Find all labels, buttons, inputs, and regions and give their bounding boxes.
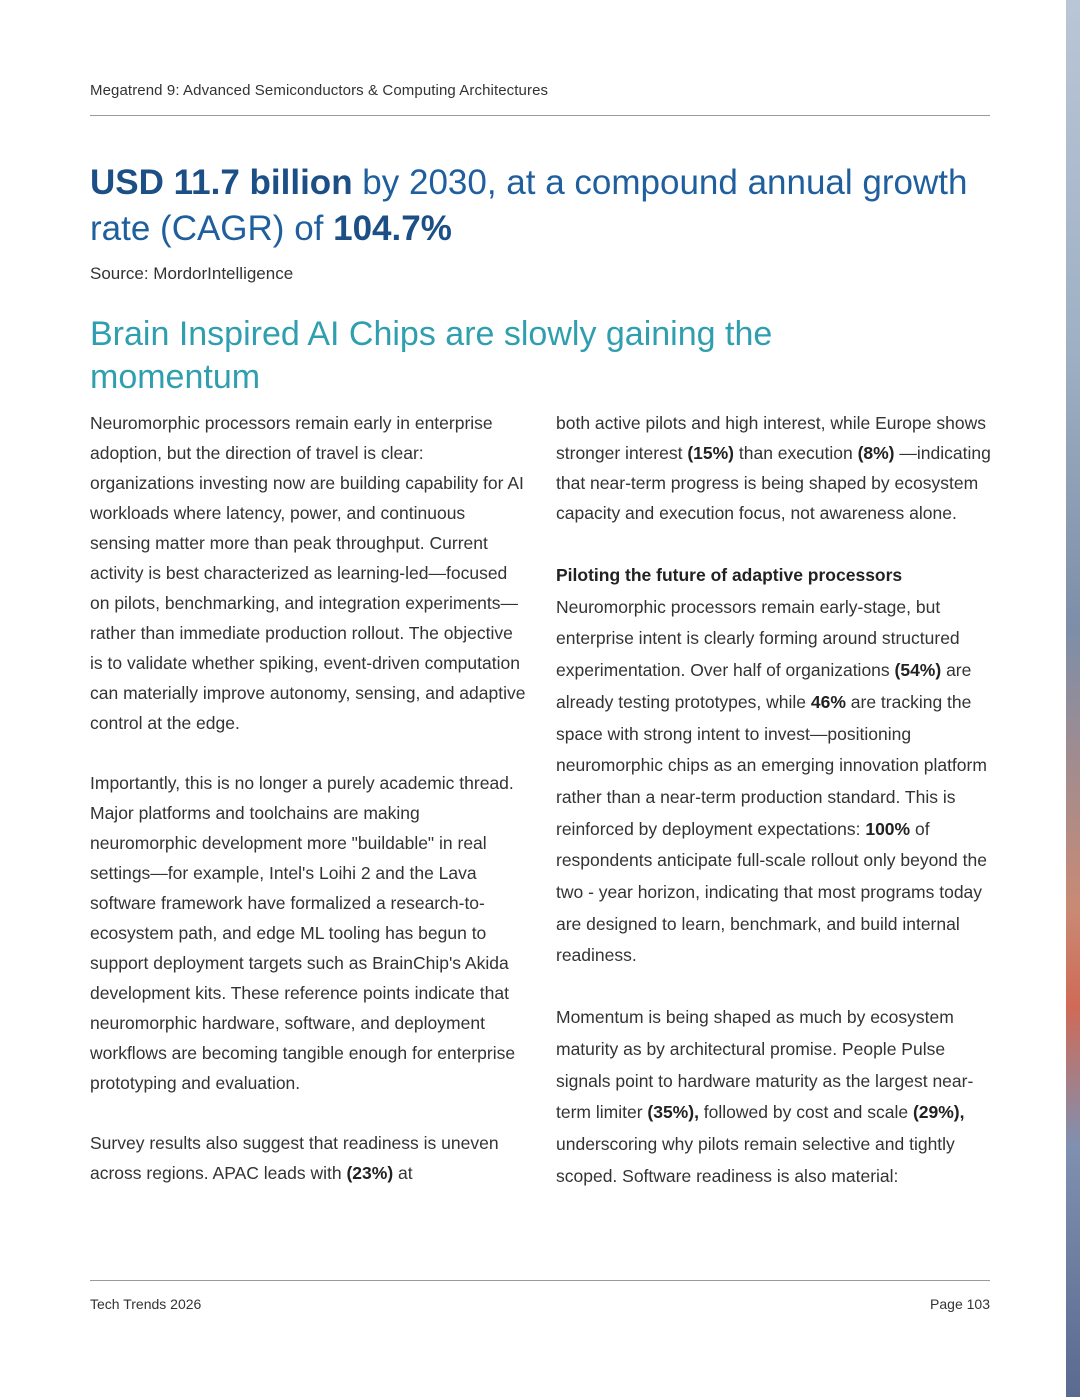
stat-text: by 2030, at a compound annual growth rate (CAGR) of bbox=[90, 163, 968, 248]
headline-stat bbox=[90, 160, 990, 252]
emphasis: (35%), bbox=[647, 1102, 699, 1123]
subheading: Piloting the future of adaptive processors bbox=[556, 565, 903, 585]
right-column bbox=[556, 408, 992, 1192]
emphasis: 100% bbox=[865, 818, 911, 839]
right-paragraph-2 bbox=[556, 592, 992, 972]
stat-value: USD 11.7 billion bbox=[90, 163, 353, 202]
emphasis: (23%) bbox=[346, 1163, 394, 1183]
emphasis: (54%) bbox=[894, 660, 942, 681]
page-edge-decoration bbox=[1066, 0, 1080, 1397]
emphasis: (15%) bbox=[687, 443, 734, 463]
text-run: at bbox=[393, 1163, 413, 1183]
left-column bbox=[90, 408, 530, 1188]
text-run: both active pilots and high interest, while Europe shows stronger interest bbox=[556, 413, 986, 463]
emphasis: (8%) bbox=[857, 443, 895, 463]
right-paragraph-3 bbox=[556, 1002, 992, 1192]
emphasis: (29%), bbox=[912, 1102, 965, 1123]
left-paragraph-1: Neuromorphic processors remain early in enterprise adoption, but the direction of travel is clear: organizations investing now are building capability for AI workloads where latency, power, and continuous sensing matter more than peak throughput. Current activity is best characterized as learning-led—focused on pilots, benchmarking, and integration experiments—rather than immediate production rollout. The objective is to validate whether spiking, event-driven computation can materially improve autonomy, sensing, and adaptive control at the edge. bbox=[90, 413, 526, 733]
left-paragraph-3 bbox=[90, 1128, 530, 1188]
text-run: Neuromorphic processors remain early-stage, but enterprise intent is clearly forming around structured experimentation. Over half of organizations bbox=[556, 596, 960, 681]
section-title: Brain Inspired AI Chips are slowly gaining the momentum bbox=[90, 315, 773, 396]
footer-divider bbox=[90, 1280, 990, 1281]
right-paragraph-1 bbox=[556, 408, 992, 528]
stat-source: Source: MordorIntelligence bbox=[90, 264, 294, 283]
running-header: Megatrend 9: Advanced Semiconductors & Computing Architectures bbox=[90, 82, 549, 99]
text-run: than execution bbox=[734, 443, 858, 463]
text-run: are tracking the space with strong intent to invest—positioning neuromorphic chips as an emerging innovation platform rather than a near-term production standard. This is reinforced by deployment expectations: bbox=[556, 691, 987, 839]
text-run: Momentum is being shaped as much by ecosystem maturity as by architectural promise. People Pulse signals point to hardware maturity as the largest near-term limiter bbox=[556, 1007, 974, 1123]
text-run: followed by cost and scale bbox=[698, 1102, 913, 1123]
footer-page-number: Page 103 bbox=[930, 1296, 990, 1312]
emphasis: 46% bbox=[810, 691, 846, 712]
stat-cagr: 104.7% bbox=[333, 209, 452, 248]
header-divider bbox=[90, 115, 990, 116]
text-run: are already testing prototypes, while bbox=[556, 660, 972, 712]
text-run: underscoring why pilots remain selective and tightly scoped. Software readiness is also material: bbox=[556, 1133, 955, 1186]
footer-publication: Tech Trends 2026 bbox=[90, 1296, 202, 1312]
left-paragraph-2: Importantly, this is no longer a purely academic thread. Major platforms and toolchains are making neuromorphic development more "buildable" in real settings—for example, Intel's Loihi 2 and the Lava software framework have formalized a research-to-ecosystem path, and edge ML tooling has begun to support deployment targets such as BrainChip's Akida development kits. These reference points indicate that neuromorphic hardware, software, and deployment workflows are becoming tangible enough for enterprise prototyping and evaluation. bbox=[90, 773, 516, 1093]
text-run: of respondents anticipate full-scale rollout only beyond the two - year horizon, indicating that most programs today are designed to learn, benchmark, and build internal readiness. bbox=[556, 818, 987, 966]
text-run: Survey results also suggest that readiness is uneven across regions. APAC leads with bbox=[90, 1133, 499, 1183]
text-run: —indicating that near-term progress is being shaped by ecosystem capacity and execution focus, not awareness alone. bbox=[556, 443, 991, 523]
